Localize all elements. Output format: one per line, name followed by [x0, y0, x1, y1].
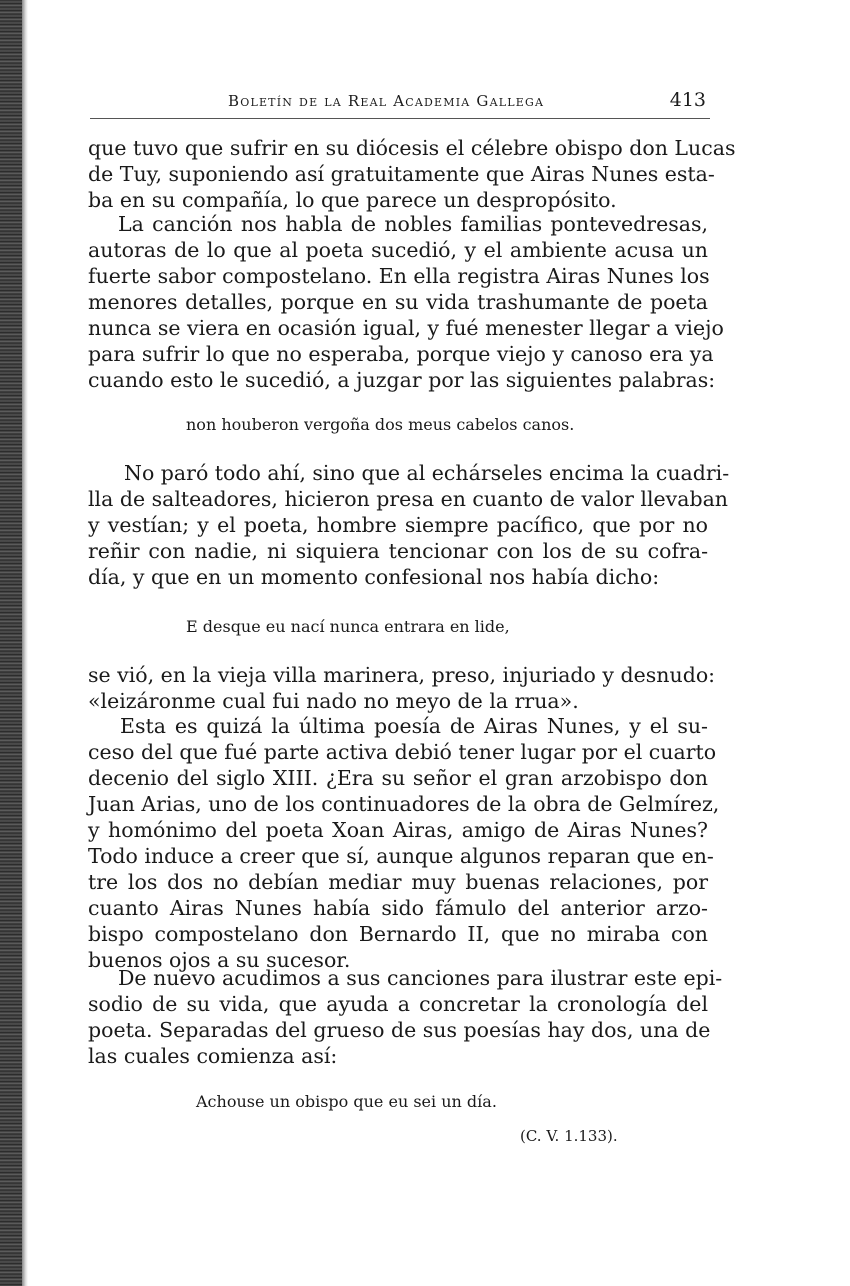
text-line: para sufrir lo que no esperaba, porque viejo y canoso era ya — [88, 342, 714, 366]
header-rule — [90, 118, 710, 119]
text-line: buenos ojos a su sucesor. — [88, 948, 351, 972]
verse-quote-1: non houberon vergoña dos meus cabelos canos. — [186, 415, 575, 434]
text-line: fuerte sabor compostelano. En ella registra Airas Nunes los — [88, 264, 710, 288]
page-number: 413 — [669, 89, 706, 111]
verse-quote-2: E desque eu nací nunca entrara en lide, — [186, 617, 510, 636]
text-line: Juan Arias, uno de los continuadores de la obra de Gelmírez, — [88, 792, 720, 816]
text-line: No paró todo ahí, sino que al echárseles encima la cuadri- — [124, 461, 730, 485]
text-line: La canción nos habla de nobles familias pontevedresas, — [118, 212, 708, 236]
running-head: Boletín de la Real Academia Gallega — [228, 92, 545, 110]
page-gutter-shadow — [22, 0, 28, 1286]
text-line: poeta. Separadas del grueso de sus poesías hay dos, una de — [88, 1018, 711, 1042]
text-line: cuanto Airas Nunes había sido fámulo del anterior arzo- — [88, 896, 708, 920]
text-line: y homónimo del poeta Xoan Airas, amigo de Airas Nunes? — [88, 818, 708, 842]
text-line: «leizáronme cual fui nado no meyo de la rrua». — [88, 689, 579, 713]
paragraph-6 — [88, 965, 723, 1069]
text-line: ba en su compañía, lo que parece un despropósito. — [88, 188, 617, 212]
text-line: menores detalles, porque en su vida trashumante de poeta — [88, 290, 708, 314]
text-line: sodio de su vida, que ayuda a concretar la cronología del — [88, 992, 708, 1016]
text-line: ceso del que fué parte activa debió tener lugar por el cuarto — [88, 740, 717, 764]
text-line: lla de salteadores, hicieron presa en cuanto de valor llevaban — [88, 487, 729, 511]
text-line: las cuales comienza así: — [88, 1044, 338, 1068]
text-line: De nuevo acudimos a sus canciones para ilustrar este epi- — [118, 966, 723, 990]
text-line: tre los dos no debían mediar muy buenas relaciones, por — [88, 870, 708, 894]
text-line: que tuvo que sufrir en su diócesis el célebre obispo don Lucas — [88, 136, 736, 160]
text-line: de Tuy, suponiendo así gratuitamente que Airas Nunes esta- — [88, 162, 715, 186]
paragraph-3 — [88, 460, 730, 590]
verse-quote-3: Achouse un obispo que eu sei un día. — [196, 1092, 497, 1111]
text-line: Todo induce a creer que sí, aunque algunos reparan que en- — [88, 844, 714, 868]
citation: (C. V. 1.133). — [520, 1127, 618, 1145]
paragraph-2 — [88, 211, 724, 393]
paragraph-1 — [88, 135, 736, 213]
text-line: y vestían; y el poeta, hombre siempre pacífico, que por no — [88, 513, 708, 537]
paragraph-4 — [88, 662, 716, 714]
text-line: se vió, en la vieja villa marinera, preso, injuriado y desnudo: — [88, 663, 716, 687]
page-header — [90, 88, 710, 120]
book-binding-edge — [0, 0, 22, 1286]
text-line: Esta es quizá la última poesía de Airas Nunes, y el su- — [120, 714, 708, 738]
text-line: día, y que en un momento confesional nos había dicho: — [88, 565, 660, 589]
paragraph-5 — [88, 713, 720, 973]
text-line: reñir con nadie, ni siquiera tencionar con los de su cofra- — [88, 539, 708, 563]
text-line: nunca se viera en ocasión igual, y fué menester llegar a viejo — [88, 316, 724, 340]
text-line: decenio del siglo XIII. ¿Era su señor el gran arzobispo don — [88, 766, 708, 790]
text-line: autoras de lo que al poeta sucedió, y el ambiente acusa un — [88, 238, 708, 262]
text-line: bispo compostelano don Bernardo II, que no miraba con — [88, 922, 708, 946]
text-line: cuando esto le sucedió, a juzgar por las siguientes palabras: — [88, 368, 716, 392]
